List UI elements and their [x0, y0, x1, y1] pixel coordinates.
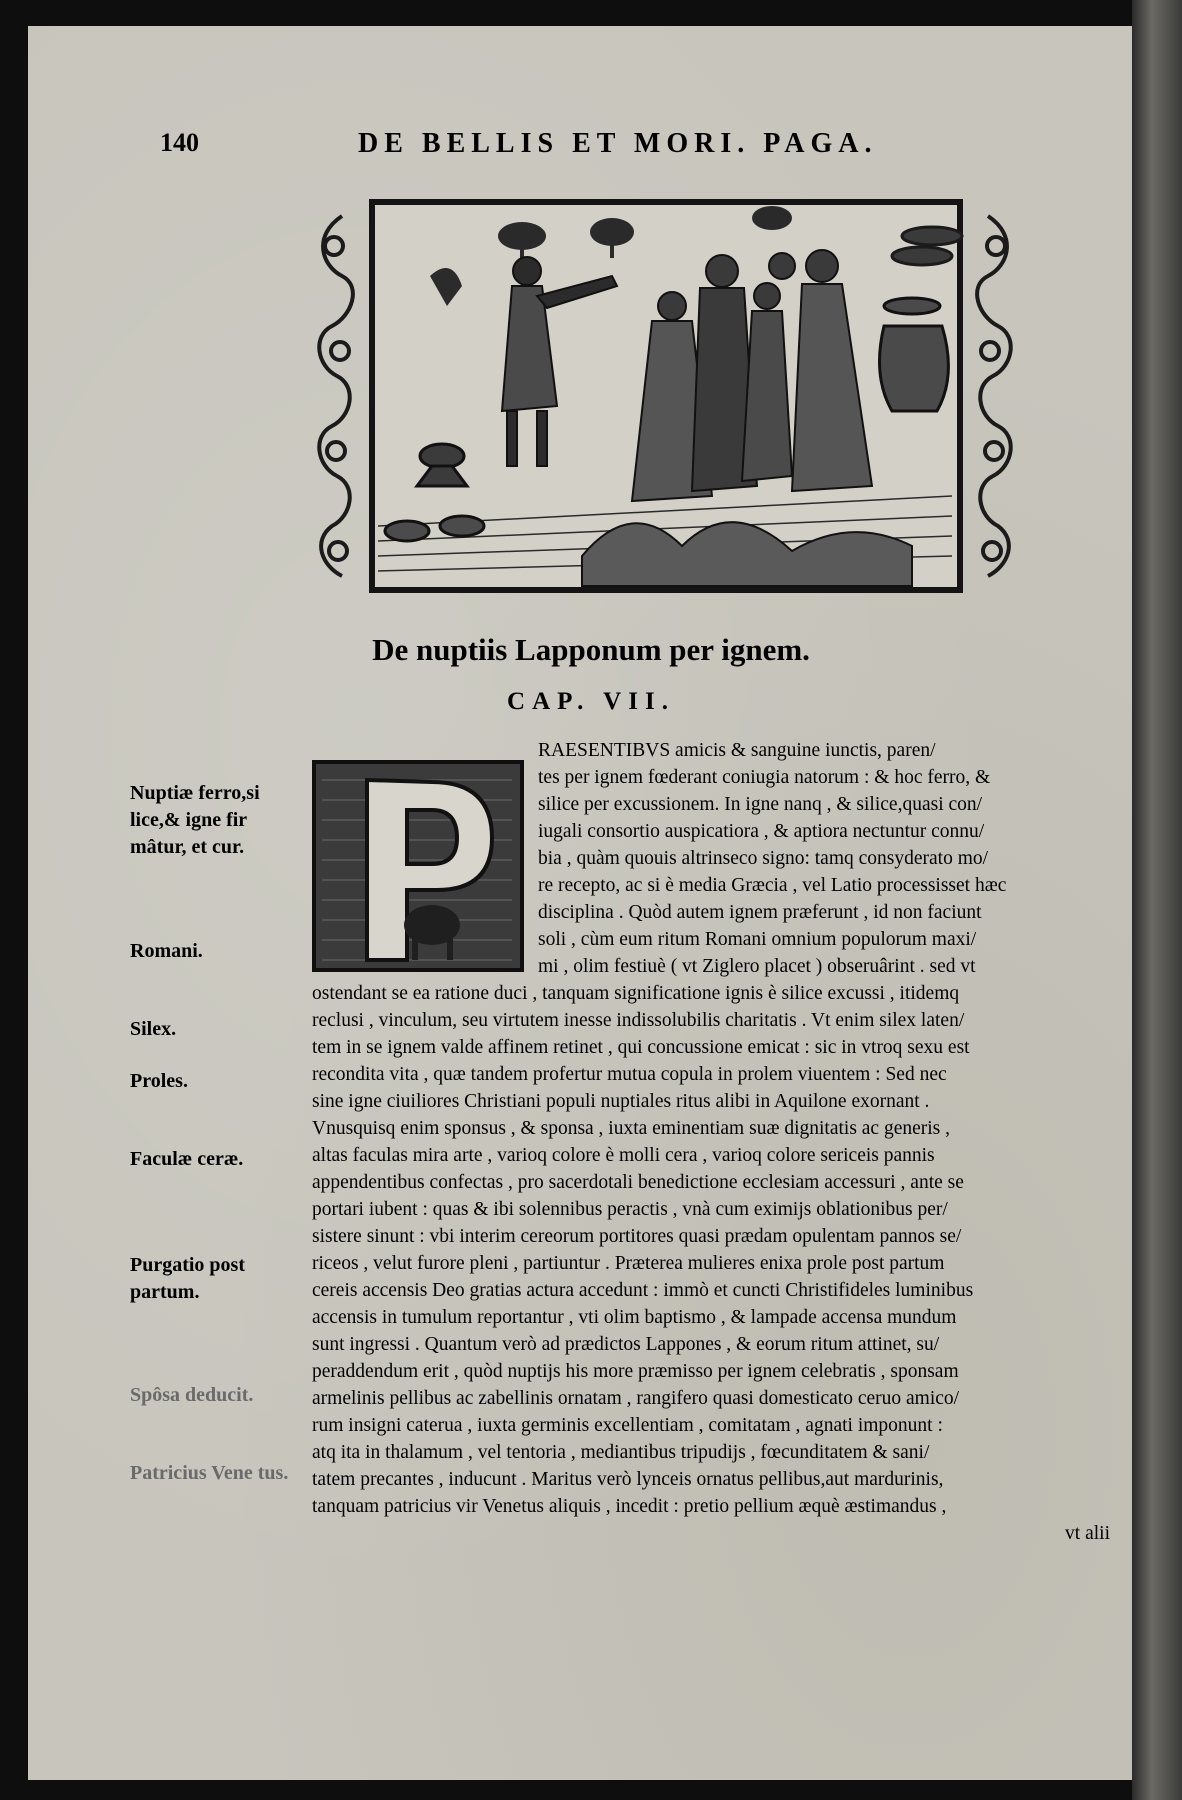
body-line: re recepto, ac si è media Græcia , vel Latio processisset hæc	[538, 875, 1007, 896]
body-line: armelinis pellibus ac zabellinis ornatam , rangifero quasi domesticato ceruo amico/	[312, 1388, 960, 1409]
woodcut-illustration	[312, 196, 1018, 596]
marginal-note: Faculæ ceræ.	[130, 1148, 244, 1170]
body-line: iugali consortio auspicatiora , & aptiora nectuntur connu/	[538, 821, 985, 842]
body-line: recondita vita , quæ tandem profertur mutua copula in prolem viuentem : Sed nec	[312, 1064, 947, 1085]
body-line: portari iubent : quas & ibi solennibus peractis , vnà cum eximijs oblationibus per/	[312, 1199, 948, 1220]
body-line: accensis in tumulum reportantur , vti olim baptismo , & lampade accensa mundum	[312, 1307, 957, 1328]
body-line: mi , olim festiuè ( vt Ziglero placet ) obseruârint . sed vt	[538, 956, 976, 977]
body-line: altas faculas mira arte , varioq colore è molli cera , varioq colore sericeis pannis	[312, 1145, 935, 1166]
running-title: DE BELLIS ET MORI. PAGA.	[358, 128, 878, 159]
marginal-note: Silex.	[130, 1018, 177, 1040]
body-line: Vnusquisq enim sponsus , & sponsa , iuxta eminentiam suæ dignitatis ac generis ,	[312, 1118, 951, 1139]
body-line: RAESENTIBVS amicis & sanguine iunctis, paren/	[538, 740, 936, 761]
left-ornament-icon	[319, 216, 353, 576]
body-line: atq ita in thalamum , vel tentoria , mediantibus tripudijs , fœcunditatem & sani/	[312, 1442, 930, 1463]
body-line: tes per ignem fœderant coniugia natorum : & hoc ferro, &	[538, 767, 991, 788]
body-line: riceos , velut furore pleni , partiuntur . Præterea mulieres enixa prole post partum	[312, 1253, 945, 1274]
marginal-note: Proles.	[130, 1070, 188, 1092]
body-line: appendentibus confectas , pro sacerdotali benedictione ecclesiam accessuri , ante se	[312, 1172, 964, 1193]
body-line: silice per excussionem. In igne nanq , & silice,quasi con/	[538, 794, 983, 815]
marginal-note: Nuptiæ ferro,si lice,& igne fir mâtur, et cur.	[130, 782, 260, 858]
body-line: sistere sinunt : vbi interim cereorum portitores quasi prædam opulentam pannos se/	[312, 1226, 962, 1247]
woodcut-initial-p-icon	[312, 760, 524, 972]
chapter-number: CAP. VII.	[507, 688, 675, 715]
body-line: cereis accensis Deo gratias actura accedunt : immò et cuncti Christifideles luminibus	[312, 1280, 974, 1301]
marginal-note: Spôsa deducit.	[130, 1384, 254, 1406]
marginal-note: Purgatio post partum.	[130, 1254, 245, 1303]
body-line: tanquam patricius vir Venetus aliquis , incedit : pretio pellium æquè æstimandus ,	[312, 1496, 947, 1517]
right-ornament-icon	[977, 216, 1011, 576]
woodcut-wedding-scene-icon	[312, 196, 1018, 596]
body-line: rum insigni caterua , iuxta germinis excellentiam , comitatam , agnati imponunt :	[312, 1415, 943, 1436]
body-line: ostendant se ea ratione duci , tanquam significatione ignis è silice excussi , itidemq	[312, 983, 960, 1004]
body-line: tatem precantes , inducunt . Maritus verò lynceis ornatus pellibus,aut mardurinis,	[312, 1469, 944, 1490]
chapter-title: De nuptiis Lapponum per ignem.	[372, 632, 810, 667]
body-line: sine igne ciuiliores Christiani populi nuptiales ritus alibi in Aquilone exornant .	[312, 1091, 930, 1112]
body-line: soli , cùm eum ritum Romani omnium populorum maxi/	[538, 929, 977, 950]
body-line: tem in se ignem valde affinem retinet , qui concussione emicat : sic in vtroq sexu est	[312, 1037, 970, 1058]
marginal-note: Patricius Vene tus.	[130, 1462, 289, 1484]
body-line: sunt ingressi . Quantum verò ad prædictos Lappones , & eorum ritum attinet, su/	[312, 1334, 940, 1355]
marginal-note: Romani.	[130, 940, 203, 962]
body-line: reclusi , vinculum, seu virtutem inesse indissolubilis charitatis . Vt enim silex laten/	[312, 1010, 965, 1031]
body-line: bia , quàm quouis altrinseco signo: tamq consyderato mo/	[538, 848, 989, 869]
body-line: disciplina . Quòd autem ignem præferunt , id non faciunt	[538, 902, 982, 923]
catchword: vt alii	[1065, 1523, 1110, 1544]
page-header	[160, 128, 1020, 168]
page-number: 140	[160, 128, 199, 157]
body-line: peraddendum erit , quòd nuptijs his more præmisso per ignem celebratis , sponsam	[312, 1361, 959, 1382]
adjacent-page-edge	[1132, 0, 1182, 1800]
decorated-initial	[312, 760, 524, 972]
